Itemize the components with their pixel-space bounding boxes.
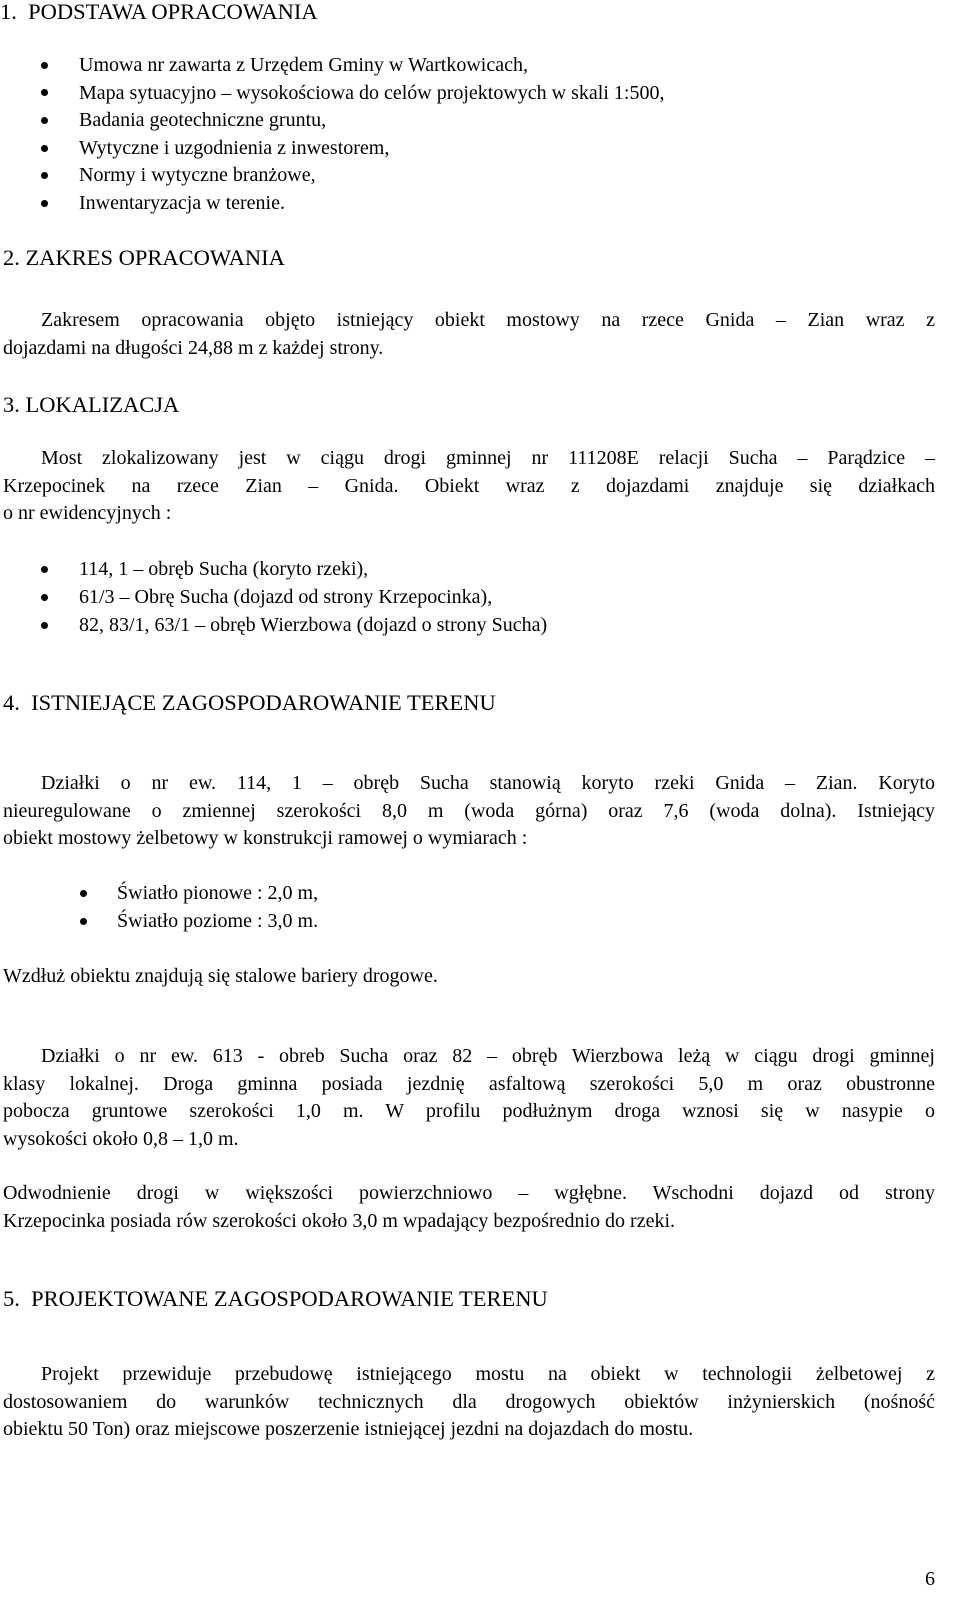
section-3-paragraph-line: Most zlokalizowany jest w ciągu drogi gminnej nr 111208E relacji Sucha – Parądzice –: [41, 447, 935, 469]
section-2-paragraph-line: Zakresem opracowania objęto istniejący obiekt mostowy na rzece Gnida – Zian wraz z: [41, 309, 935, 331]
list-item: 61/3 – Obrę Sucha (dojazd od strony Krzepocinka),: [79, 586, 493, 608]
section-5-title: PROJEKTOWANE ZAGOSPODAROWANIE TERENU: [31, 1286, 548, 1311]
list-item: 114, 1 – obręb Sucha (koryto rzeki),: [79, 558, 369, 580]
bullet-icon: [41, 62, 48, 69]
bullet-icon: [41, 89, 48, 96]
list-item: Normy i wytyczne branżowe,: [79, 164, 316, 186]
section-1-heading: [0, 0, 318, 26]
section-4-paragraph-line: Krzepocinka posiada rów szerokości około 3,0 m wpadający bezpośrednio do rzeki.: [3, 1210, 676, 1232]
list-item: Światło pionowe : 2,0 m,: [117, 882, 319, 904]
section-1-number: 1.: [0, 0, 17, 24]
list-item: Światło poziome : 3,0 m.: [117, 910, 319, 932]
section-2-title: ZAKRES OPRACOWANIA: [25, 245, 285, 270]
section-3-paragraph-line: o nr ewidencyjnych :: [3, 502, 172, 524]
list-item: 82, 83/1, 63/1 – obręb Wierzbowa (dojazd o strony Sucha): [79, 614, 548, 636]
section-4-paragraph-line: Działki o nr ew. 613 - obreb Sucha oraz 82 – obręb Wierzbowa leżą w ciągu drogi gminnej: [41, 1045, 935, 1067]
section-5-number: 5.: [3, 1286, 20, 1311]
section-2-number: 2.: [3, 245, 20, 270]
bullet-icon: [41, 566, 48, 573]
section-1-title: PODSTAWA OPRACOWANIA: [28, 0, 318, 24]
section-3-heading: [3, 391, 179, 419]
list-item: Wytyczne i uzgodnienia z inwestorem,: [79, 137, 390, 159]
section-4-number: 4.: [3, 690, 20, 715]
bullet-icon: [80, 918, 87, 925]
section-4-paragraph-line: Odwodnienie drogi w większości powierzchniowo – wgłębne. Wschodni dojazd od strony: [3, 1182, 935, 1204]
section-2-paragraph-line: dojazdami na długości 24,88 m z każdej strony.: [3, 337, 384, 359]
section-4-paragraph-line: klasy lokalnej. Droga gminna posiada jezdnię asfaltową szerokości 5,0 m oraz obustronne: [3, 1073, 935, 1095]
section-5-paragraph-line: dostosowaniem do warunków technicznych dla drogowych obiektów inżynierskich (nośność: [3, 1391, 935, 1413]
bullet-icon: [41, 172, 48, 179]
list-item: Umowa nr zawarta z Urzędem Gminy w Wartkowicach,: [79, 54, 528, 76]
list-item: Inwentaryzacja w terenie.: [79, 192, 285, 214]
bullet-icon: [80, 890, 87, 897]
section-4-paragraph-line: pobocza gruntowe szerokości 1,0 m. W profilu podłużnym droga wznosi się w nasypie o: [3, 1100, 935, 1122]
bullet-icon: [41, 594, 48, 601]
section-5-paragraph-line: Projekt przewiduje przebudowę istniejącego mostu na obiekt w technologii żelbetowej z: [41, 1363, 935, 1385]
section-4-paragraph-line: nieuregulowane o zmiennej szerokości 8,0 m (woda górna) oraz 7,6 (woda dolna). Istniejący: [3, 800, 935, 822]
bullet-icon: [41, 200, 48, 207]
section-4-paragraph-line: wysokości około 0,8 – 1,0 m.: [3, 1128, 239, 1150]
section-4-title: ISTNIEJĄCE ZAGOSPODAROWANIE TERENU: [31, 690, 496, 715]
bullet-icon: [41, 117, 48, 124]
section-2-heading: [3, 244, 285, 272]
bullet-icon: [41, 622, 48, 629]
section-4-paragraph-line: obiekt mostowy żelbetowy w konstrukcji ramowej o wymiarach :: [3, 827, 528, 849]
section-5-paragraph-line: obiektu 50 Ton) oraz miejscowe poszerzenie istniejącej jezdni na dojazdach do mostu.: [3, 1418, 694, 1440]
section-3-title: LOKALIZACJA: [25, 392, 180, 417]
section-4-paragraph-line: Działki o nr ew. 114, 1 – obręb Sucha stanowią koryto rzeki Gnida – Zian. Koryto: [41, 772, 935, 794]
bullet-icon: [41, 145, 48, 152]
list-item: Mapa sytuacyjno – wysokościowa do celów projektowych w skali 1:500,: [79, 82, 665, 104]
section-5-heading: [3, 1285, 548, 1313]
list-item: Badania geotechniczne gruntu,: [79, 109, 327, 131]
section-3-paragraph-line: Krzepocinek na rzece Zian – Gnida. Obiekt wraz z dojazdami znajduje się działkach: [3, 475, 935, 497]
page-number: 6: [925, 1568, 935, 1590]
section-4-paragraph: Wzdłuż obiektu znajdują się stalowe bariery drogowe.: [3, 965, 438, 987]
section-4-heading: [3, 689, 496, 717]
section-3-number: 3.: [3, 392, 20, 417]
